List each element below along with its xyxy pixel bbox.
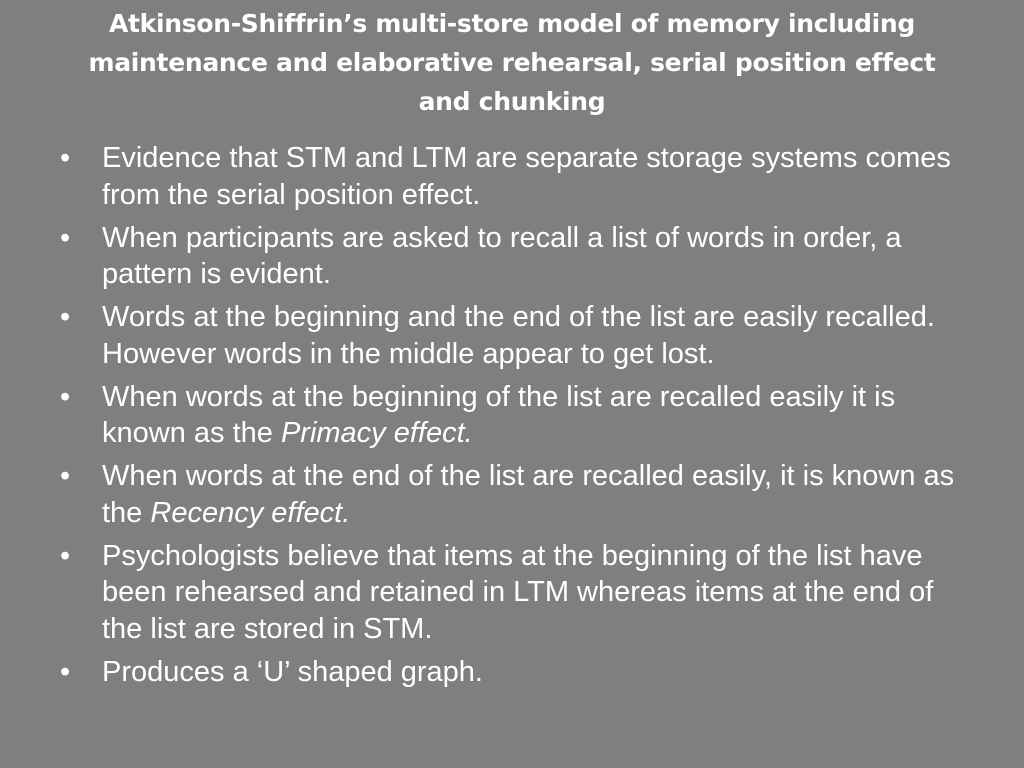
slide-title xyxy=(20,4,1004,121)
bullet-dot: • xyxy=(60,301,71,333)
bullet-dot: • xyxy=(60,655,71,688)
bullet-dot: • xyxy=(60,380,71,413)
title-line-1: Atkinson-Shiffrin’s multi-store model of memory including xyxy=(108,9,915,38)
bullet-dot: • xyxy=(60,539,71,572)
bullet-item xyxy=(60,654,980,691)
bullet-item xyxy=(60,458,980,531)
bullet-item xyxy=(60,220,980,293)
bullet-italic-term: Primacy effect. xyxy=(280,417,473,449)
bullet-text: Produces a ‘U’ shaped graph. xyxy=(102,655,483,688)
bullet-text: When participants are asked to recall a list of words in order, a pattern is evident. xyxy=(102,221,902,290)
bullet-dot: • xyxy=(60,142,71,174)
bullet-text: Words at the beginning and the end of the list are easily recalled. However words in the middle appear to get lost. xyxy=(102,301,935,370)
title-line-3: and chunking xyxy=(418,87,606,116)
bullet-text: Psychologists believe that items at the beginning of the list have been rehearsed and retained in LTM whereas items at the end of the list are stored in STM. xyxy=(102,539,934,645)
bullet-text: Evidence that STM and LTM are separate storage systems comes from the serial position effect. xyxy=(102,142,951,211)
bullet-dot: • xyxy=(60,460,71,492)
bullet-item xyxy=(60,140,980,213)
bullet-text: When words at the end of the list are recalled easily, it is known as the xyxy=(102,460,955,529)
bullet-italic-term: Recency effect. xyxy=(150,496,351,529)
title-line-2: maintenance and elaborative rehearsal, serial position effect xyxy=(88,48,936,77)
bullet-item xyxy=(60,299,980,372)
bullet-dot: • xyxy=(60,221,71,254)
bullet-item xyxy=(60,538,980,648)
bullet-text: When words at the beginning of the list are recalled easily it is known as the xyxy=(102,380,896,449)
bullet-list xyxy=(60,140,980,697)
bullet-item xyxy=(60,379,980,452)
